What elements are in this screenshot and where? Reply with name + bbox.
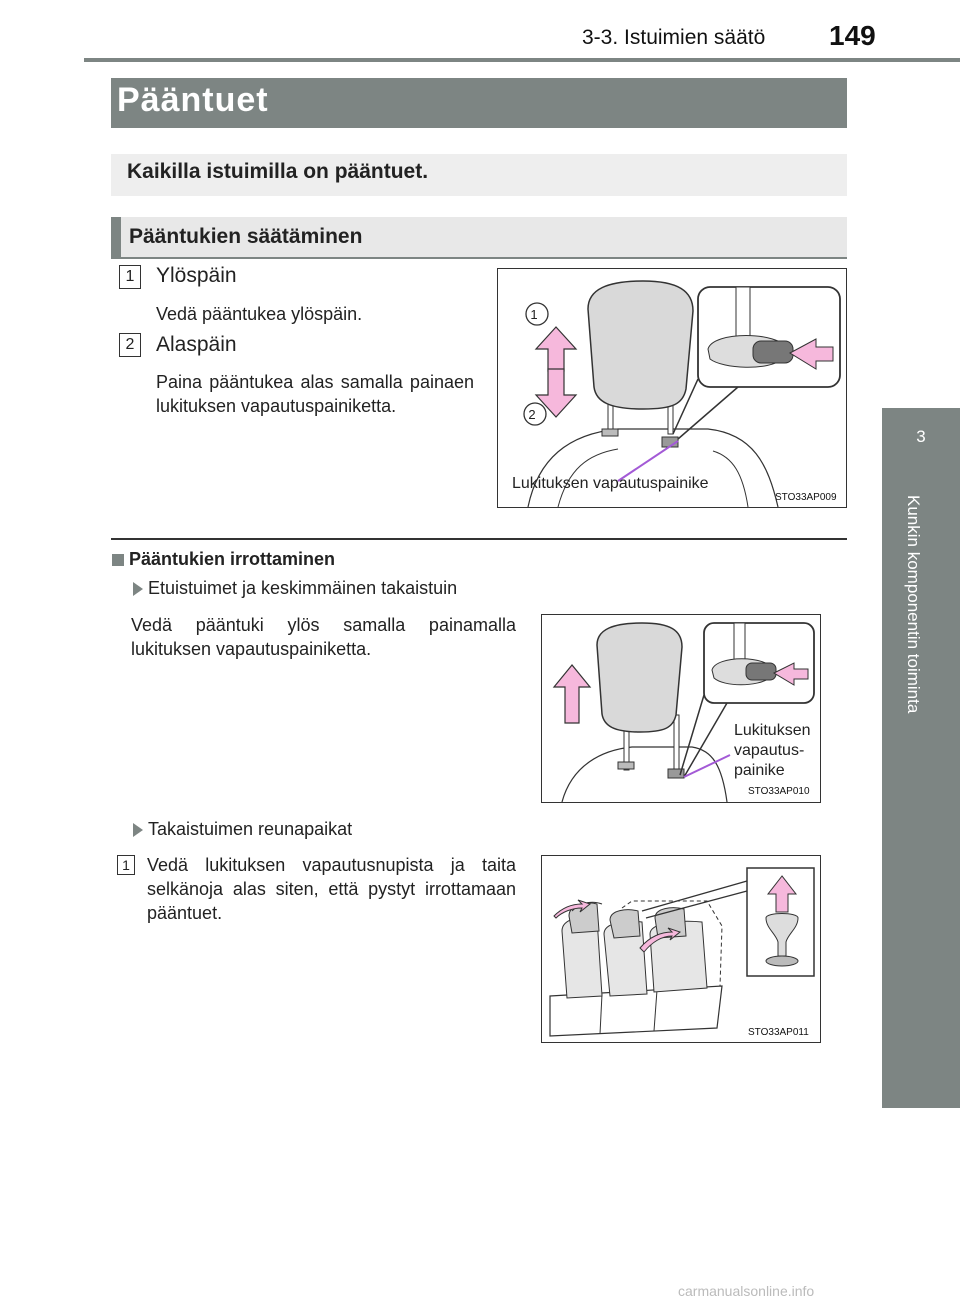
step-2-title: Alaspäin — [156, 333, 237, 356]
figure-headrest-adjust — [497, 268, 847, 508]
removal-heading: Pääntukien irrottaminen — [129, 549, 336, 569]
figure1-label: Lukituksen vapautuspainike — [512, 475, 709, 492]
page-title: Pääntuet — [117, 81, 269, 119]
item1-title: Etuistuimet ja keskimmäinen takaistuin — [148, 578, 458, 598]
figure-rear-seat — [541, 855, 821, 1043]
subheading-text: Pääntukien säätäminen — [129, 225, 363, 248]
subheading-accent — [111, 217, 121, 259]
section-bullet — [112, 554, 124, 566]
section-rule — [111, 538, 847, 540]
header-rule — [84, 58, 960, 62]
rear-seat-illustration — [542, 856, 820, 1042]
figure1-code: STO33AP009 — [775, 492, 837, 503]
section-title: 3-3. Istuimien säätö — [582, 26, 766, 49]
step-2-text: Paina pääntukea alas samalla painaen lukituksen vapautuspainiketta. — [156, 372, 474, 416]
figure2-code: STO33AP010 — [748, 786, 810, 797]
figure1-callout-2: 2 — [528, 407, 536, 422]
intro-text: Kaikilla istuimilla on pääntuet. — [127, 160, 429, 183]
headrest-adjust-illustration — [498, 269, 846, 507]
chapter-label: Kunkin komponentin toiminta — [904, 495, 923, 714]
item1-text: Vedä pääntuki ylös samalla painamalla lukituksen vapautuspainiketta. — [131, 615, 516, 659]
step-1-number: 1 — [119, 265, 141, 289]
step-1-text: Vedä pääntukea ylöspäin. — [156, 304, 363, 324]
figure1-callout-1: 1 — [530, 307, 538, 322]
step-1-title: Ylöspäin — [156, 264, 237, 287]
figure3-code: STO33AP011 — [748, 1027, 809, 1038]
item2-text: Vedä lukituksen vapautusnupista ja taita selkänoja alas siten, että pystyt irrottamaan pääntuet. — [147, 855, 516, 923]
figure2-label-line3: painike — [734, 762, 785, 779]
figure2-label-line1: Lukituksen — [734, 722, 811, 739]
page-number: 149 — [829, 20, 876, 51]
item2-triangle-icon — [133, 823, 143, 837]
item2-step-number: 1 — [117, 855, 135, 875]
chapter-number: 3 — [916, 427, 926, 446]
footer-watermark: carmanualsonline.info — [678, 1283, 815, 1299]
item1-triangle-icon — [133, 582, 143, 596]
figure2-label — [734, 721, 811, 781]
figure2-label-line2: vapautus- — [734, 742, 805, 759]
step-2-number: 2 — [119, 333, 141, 357]
item2-title: Takaistuimen reunapaikat — [148, 819, 353, 839]
